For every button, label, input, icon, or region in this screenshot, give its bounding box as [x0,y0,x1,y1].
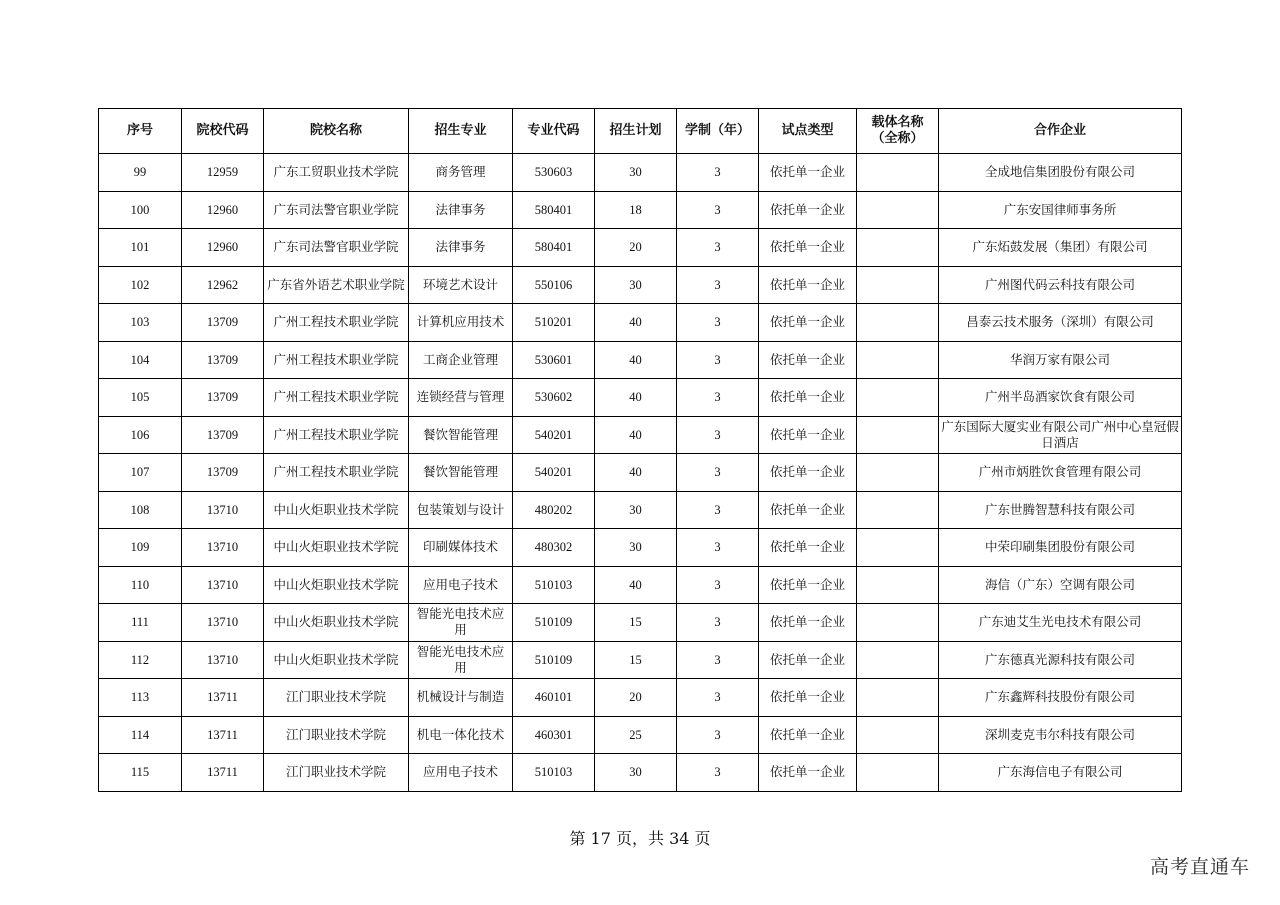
cell-plan: 30 [595,529,677,567]
cell-index: 107 [99,454,182,492]
cell-plan: 40 [595,379,677,417]
cell-duration: 3 [677,716,759,754]
cell-index: 102 [99,266,182,304]
cell-pilot-type: 依托单一企业 [759,566,857,604]
cell-school-name: 江门职业技术学院 [264,679,409,717]
table-row [99,754,1182,792]
cell-pilot-type: 依托单一企业 [759,191,857,229]
cell-school-code: 13711 [182,716,264,754]
header-major: 招生专业 [409,109,513,154]
cell-carrier-name [857,641,939,679]
cell-index: 106 [99,416,182,454]
cell-partner: 昌泰云技术服务（深圳）有限公司 [939,304,1182,342]
cell-index: 103 [99,304,182,342]
cell-major-code: 510201 [513,304,595,342]
watermark-logo: 高考直通车 [1149,856,1250,878]
cell-major-code: 550106 [513,266,595,304]
cell-partner: 华润万家有限公司 [939,341,1182,379]
cell-major: 智能光电技术应用 [409,604,513,642]
cell-duration: 3 [677,454,759,492]
table-row [99,379,1182,417]
cell-index: 114 [99,716,182,754]
cell-duration: 3 [677,604,759,642]
cell-major-code: 460301 [513,716,595,754]
cell-index: 100 [99,191,182,229]
cell-duration: 3 [677,191,759,229]
cell-plan: 20 [595,679,677,717]
cell-school-code: 13710 [182,604,264,642]
cell-school-code: 12959 [182,154,264,192]
table-row [99,566,1182,604]
cell-school-code: 13710 [182,566,264,604]
cell-carrier-name [857,304,939,342]
cell-duration: 3 [677,304,759,342]
cell-major-code: 530602 [513,379,595,417]
table-header-row [99,109,1182,154]
cell-index: 109 [99,529,182,567]
header-plan: 招生计划 [595,109,677,154]
cell-plan: 30 [595,754,677,792]
cell-school-name: 广东司法警官职业学院 [264,191,409,229]
cell-pilot-type: 依托单一企业 [759,416,857,454]
cell-major-code: 460101 [513,679,595,717]
cell-pilot-type: 依托单一企业 [759,341,857,379]
cell-school-name: 中山火炬职业技术学院 [264,491,409,529]
cell-major-code: 510103 [513,566,595,604]
cell-school-code: 13711 [182,754,264,792]
cell-carrier-name [857,229,939,267]
cell-partner: 深圳麦克韦尔科技有限公司 [939,716,1182,754]
table-row [99,154,1182,192]
cell-carrier-name [857,416,939,454]
cell-school-code: 12960 [182,229,264,267]
table-row [99,529,1182,567]
cell-major: 餐饮智能管理 [409,454,513,492]
cell-school-name: 中山火炬职业技术学院 [264,529,409,567]
cell-major: 应用电子技术 [409,566,513,604]
cell-index: 99 [99,154,182,192]
cell-plan: 30 [595,491,677,529]
cell-major: 工商企业管理 [409,341,513,379]
cell-pilot-type: 依托单一企业 [759,229,857,267]
cell-major-code: 580401 [513,229,595,267]
cell-major-code: 510109 [513,604,595,642]
cell-school-name: 广州工程技术职业学院 [264,379,409,417]
cell-carrier-name [857,454,939,492]
cell-carrier-name [857,716,939,754]
cell-duration: 3 [677,416,759,454]
cell-pilot-type: 依托单一企业 [759,529,857,567]
cell-carrier-name [857,379,939,417]
cell-partner: 广州半岛酒家饮食有限公司 [939,379,1182,417]
cell-carrier-name [857,754,939,792]
table-row [99,416,1182,454]
table-row [99,341,1182,379]
table-row [99,641,1182,679]
cell-partner: 广东炻鼓发展（集团）有限公司 [939,229,1182,267]
cell-duration: 3 [677,491,759,529]
table-row [99,679,1182,717]
cell-plan: 30 [595,266,677,304]
cell-index: 112 [99,641,182,679]
cell-school-code: 13710 [182,529,264,567]
cell-school-name: 江门职业技术学院 [264,716,409,754]
cell-duration: 3 [677,154,759,192]
table-row [99,266,1182,304]
cell-carrier-name [857,529,939,567]
cell-plan: 18 [595,191,677,229]
cell-partner: 广州市炳胜饮食管理有限公司 [939,454,1182,492]
cell-duration: 3 [677,754,759,792]
cell-school-code: 12960 [182,191,264,229]
cell-pilot-type: 依托单一企业 [759,304,857,342]
cell-school-code: 13709 [182,416,264,454]
cell-plan: 40 [595,341,677,379]
table-row [99,491,1182,529]
cell-pilot-type: 依托单一企业 [759,266,857,304]
cell-duration: 3 [677,679,759,717]
table-row [99,304,1182,342]
cell-school-code: 13710 [182,491,264,529]
page-number: 第 17 页，共 34 页 [569,829,711,848]
cell-school-name: 中山火炬职业技术学院 [264,641,409,679]
cell-plan: 25 [595,716,677,754]
header-carrier-name: 载体名称（全称） [857,109,939,154]
cell-school-code: 13709 [182,379,264,417]
cell-pilot-type: 依托单一企业 [759,379,857,417]
cell-school-name: 中山火炬职业技术学院 [264,566,409,604]
cell-partner: 中荣印刷集团股份有限公司 [939,529,1182,567]
cell-major: 应用电子技术 [409,754,513,792]
cell-major-code: 530603 [513,154,595,192]
header-major-code: 专业代码 [513,109,595,154]
cell-duration: 3 [677,566,759,604]
cell-plan: 40 [595,304,677,342]
cell-school-name: 江门职业技术学院 [264,754,409,792]
cell-pilot-type: 依托单一企业 [759,491,857,529]
cell-index: 104 [99,341,182,379]
cell-plan: 30 [595,154,677,192]
cell-partner: 广东迪艾生光电技术有限公司 [939,604,1182,642]
cell-school-code: 13711 [182,679,264,717]
header-duration: 学制（年） [677,109,759,154]
cell-plan: 15 [595,641,677,679]
header-partner: 合作企业 [939,109,1182,154]
table-row [99,191,1182,229]
cell-school-code: 12962 [182,266,264,304]
cell-plan: 40 [595,454,677,492]
cell-duration: 3 [677,266,759,304]
cell-school-name: 广州工程技术职业学院 [264,341,409,379]
cell-partner: 广东鑫辉科技股份有限公司 [939,679,1182,717]
cell-major-code: 510103 [513,754,595,792]
cell-major-code: 580401 [513,191,595,229]
cell-carrier-name [857,491,939,529]
cell-duration: 3 [677,641,759,679]
cell-major: 计算机应用技术 [409,304,513,342]
cell-major-code: 480202 [513,491,595,529]
cell-major: 包装策划与设计 [409,491,513,529]
cell-school-code: 13709 [182,304,264,342]
cooperation-table [98,108,1182,792]
cell-school-name: 广东省外语艺术职业学院 [264,266,409,304]
cell-major: 商务管理 [409,154,513,192]
cell-duration: 3 [677,341,759,379]
cell-pilot-type: 依托单一企业 [759,716,857,754]
cell-index: 110 [99,566,182,604]
cell-index: 113 [99,679,182,717]
header-school-code: 院校代码 [182,109,264,154]
cell-partner: 广州图代码云科技有限公司 [939,266,1182,304]
cell-school-code: 13709 [182,341,264,379]
cell-carrier-name [857,191,939,229]
cell-duration: 3 [677,379,759,417]
cell-major-code: 510109 [513,641,595,679]
cell-plan: 20 [595,229,677,267]
cell-school-name: 广州工程技术职业学院 [264,454,409,492]
cell-school-name: 广东司法警官职业学院 [264,229,409,267]
cell-duration: 3 [677,229,759,267]
cell-carrier-name [857,341,939,379]
cell-school-name: 广东工贸职业技术学院 [264,154,409,192]
cell-index: 115 [99,754,182,792]
table-row [99,229,1182,267]
cell-index: 108 [99,491,182,529]
cell-index: 111 [99,604,182,642]
cell-pilot-type: 依托单一企业 [759,754,857,792]
cell-major: 印刷媒体技术 [409,529,513,567]
cell-major: 法律事务 [409,191,513,229]
cell-major: 机电一体化技术 [409,716,513,754]
cell-school-code: 13709 [182,454,264,492]
cell-pilot-type: 依托单一企业 [759,641,857,679]
cell-carrier-name [857,604,939,642]
table-row [99,454,1182,492]
cell-pilot-type: 依托单一企业 [759,679,857,717]
cell-school-name: 中山火炬职业技术学院 [264,604,409,642]
header-pilot-type: 试点类型 [759,109,857,154]
cell-major: 环境艺术设计 [409,266,513,304]
cell-plan: 40 [595,566,677,604]
cell-partner: 广东安国律师事务所 [939,191,1182,229]
table-row [99,604,1182,642]
cell-major: 智能光电技术应用 [409,641,513,679]
cell-major: 法律事务 [409,229,513,267]
cell-plan: 40 [595,416,677,454]
cell-partner: 广东世腾智慧科技有限公司 [939,491,1182,529]
header-index: 序号 [99,109,182,154]
cell-pilot-type: 依托单一企业 [759,454,857,492]
cell-partner: 全成地信集团股份有限公司 [939,154,1182,192]
cell-pilot-type: 依托单一企业 [759,604,857,642]
cell-school-code: 13710 [182,641,264,679]
cell-major-code: 540201 [513,416,595,454]
cell-major: 连锁经营与管理 [409,379,513,417]
cell-major-code: 530601 [513,341,595,379]
cell-school-name: 广州工程技术职业学院 [264,416,409,454]
cell-major: 餐饮智能管理 [409,416,513,454]
cell-carrier-name [857,566,939,604]
table-row [99,716,1182,754]
cell-index: 101 [99,229,182,267]
cell-duration: 3 [677,529,759,567]
cell-major: 机械设计与制造 [409,679,513,717]
cell-plan: 15 [595,604,677,642]
cell-partner: 广东德真光源科技有限公司 [939,641,1182,679]
cell-major-code: 480302 [513,529,595,567]
cell-index: 105 [99,379,182,417]
cell-partner: 海信（广东）空调有限公司 [939,566,1182,604]
cell-partner: 广东国际大厦实业有限公司广州中心皇冠假日酒店 [939,416,1182,454]
header-school-name: 院校名称 [264,109,409,154]
table-body [99,154,1182,792]
cell-carrier-name [857,679,939,717]
cell-pilot-type: 依托单一企业 [759,154,857,192]
cell-carrier-name [857,154,939,192]
cell-partner: 广东海信电子有限公司 [939,754,1182,792]
cell-school-name: 广州工程技术职业学院 [264,304,409,342]
cell-carrier-name [857,266,939,304]
cell-major-code: 540201 [513,454,595,492]
